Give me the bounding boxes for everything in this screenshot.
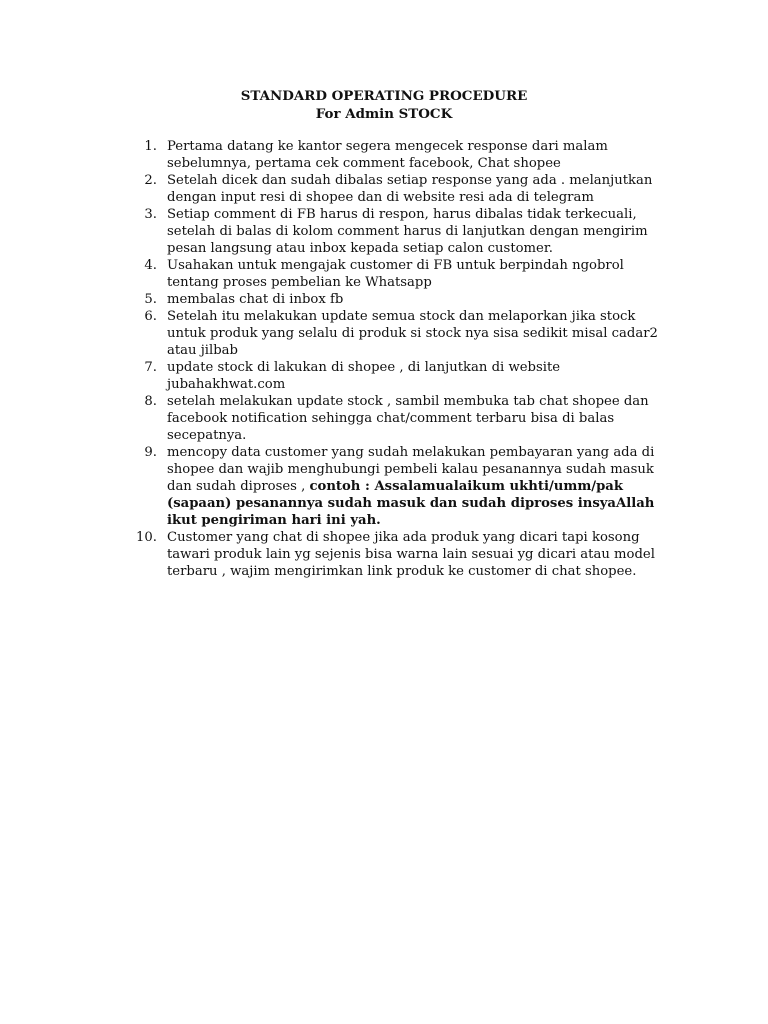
step-text-line: Setelah dicek dan sudah dibalas setiap response yang ada . melanjutkan [167,173,653,188]
step-number: 7. [144,360,157,375]
step-number: 9. [144,445,157,460]
step-text-line: update stock di lakukan di shopee , di lanjutkan di website [167,360,561,375]
procedure-step-2 [138,172,658,206]
step-text-line: sebelumnya, pertama cek comment facebook, Chat shopee [167,156,561,171]
step-text-line: setelah di balas di kolom comment harus di lanjutkan dengan mengirim [167,224,648,239]
step-text-line: Setelah itu melakukan update semua stock dan melaporkan jika stock [167,309,636,324]
step-text-line: tentang proses pembelian ke Whatsapp [167,275,432,290]
step-text-plain: dan sudah diproses , [167,479,310,494]
procedure-step-7 [138,359,658,393]
step-text-line: Setiap comment di FB harus di respon, harus dibalas tidak terkecuali, [167,207,637,222]
step-number: 8. [144,394,157,409]
step-number: 2. [144,173,157,188]
step-text-line: mencopy data customer yang sudah melakukan pembayaran yang ada di [167,445,655,460]
step-text-line: shopee dan wajib menghubungi pembeli kalau pesanannya sudah masuk [167,462,654,477]
step-text-line: membalas chat di inbox fb [167,292,344,307]
document-subtitle: For Admin STOCK [315,106,453,122]
step-text-line: Usahakan untuk mengajak customer di FB untuk berpindah ngobrol [167,258,624,273]
procedure-step-5 [138,291,658,308]
procedure-step-8 [138,393,658,444]
step-number: 4. [144,258,157,273]
procedure-step-6 [138,308,658,359]
step-text-line: untuk produk yang selalu di produk si stock nya sisa sedikit misal cadar2 [167,326,658,341]
step-text-line: pesan langsung atau inbox kepada setiap calon customer. [167,241,553,256]
procedure-step-10 [138,529,658,580]
step-text-line: jubahakhwat.com [167,377,286,392]
step-text-line-mixed [167,478,658,495]
step-number: 6. [144,309,157,324]
step-number: 10. [136,530,157,545]
step-example-bold: ikut pengiriman hari ini yah. [167,513,381,528]
step-text-line: atau jilbab [167,343,238,358]
procedure-list [138,138,658,580]
procedure-step-3 [138,206,658,257]
step-text-line: tawari produk lain yg sejenis bisa warna lain sesuai yg dicari atau model [167,547,655,562]
document-title: STANDARD OPERATING PROCEDURE [240,88,528,104]
step-text-line: dengan input resi di shopee dan di website resi ada di telegram [167,190,594,205]
step-text-line: Pertama datang ke kantor segera mengecek response dari malam [167,139,608,154]
procedure-step-9 [138,444,658,529]
procedure-step-1 [138,138,658,172]
step-text-line: secepatnya. [167,428,247,443]
step-number: 5. [144,292,157,307]
step-number: 1. [144,139,157,154]
step-text-line: Customer yang chat di shopee jika ada produk yang dicari tapi kosong [167,530,640,545]
document-header [0,87,768,123]
step-text-line: facebook notification sehingga chat/comment terbaru bisa di balas [167,411,615,426]
step-number: 3. [144,207,157,222]
step-example-bold: contoh : Assalamualaikum ukhti/umm/pak [309,479,623,494]
step-text-line: setelah melakukan update stock , sambil membuka tab chat shopee dan [167,394,649,409]
step-text-line: terbaru , wajim mengirimkan link produk ke customer di chat shopee. [167,564,637,579]
step-example-bold: (sapaan) pesanannya sudah masuk dan sudah diproses insyaAllah [167,496,655,511]
procedure-step-4 [138,257,658,291]
